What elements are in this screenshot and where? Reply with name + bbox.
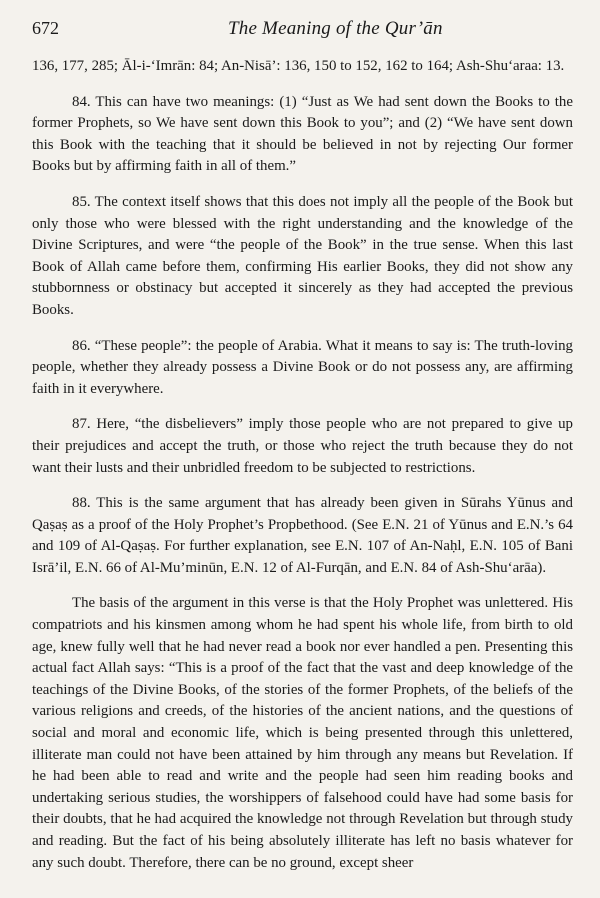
- endnote-84: 84. This can have two meanings: (1) “Just as We had sent down the Books to the former Prophets, so We have sent down this Book to you”; and (2) “We have sent down this Book with the teaching that it should be believed in not by rejecting Our former Books but by affirming faith in all of them.”: [32, 93, 573, 175]
- endnote-86: 86. “These people”: the people of Arabia. What it means to say is: The truth-loving people, whether they already possess a Divine Book or do not possess any, are affirming faith in it everywhere.: [32, 337, 573, 397]
- page-header: [28, 18, 572, 44]
- endnote-87: 87. Here, “the disbelievers” imply those people who are not prepared to give up their prejudices and accept the truth, or those who reject the truth because they do not want their lusts and their unbridled freedom to be subjected to restrictions.: [32, 416, 573, 476]
- paragraph-continuation: 136, 177, 285; Āl-i-‘Imrān: 84; An-Nisā’: 136, 150 to 152, 162 to 164; Ash-Shu‘araa: 13.: [32, 58, 565, 74]
- running-title: The Meaning of the Qur’ān: [228, 18, 443, 39]
- endnote-88-continued: The basis of the argument in this verse is that the Holy Prophet was unlettered. His compatriots and his kinsmen among whom he had spent his whole life, from birth to old age, knew fully well that he had never read a book nor ever handled a pen. Presenting this actual fact Allah says: “This is a proof of the fact that the vast and deep knowledge of the teachings of the Divine Books, of the stories of the former Prophets, of the beliefs of the various religions and creeds, of the histories of the ancient nations, and the questions of social and moral and economic life, which is being presented through this unlettered, illiterate man could not have been attained by him through any means but Revelation. If he had been able to read and write and the people had seen him reading books and undertaking serious studies, the worshippers of falsehood could have had some basis for their doubts, that he had acquired the knowledge not through Revelation but through study and reading. But the fact of his being absolutely illiterate has left no basis whatever for any such doubt. Therefore, there can be no ground, except sheer: [32, 595, 573, 871]
- endnote-88: 88. This is the same argument that has already been given in Sūrahs Yūnus and Qaṣaṣ as a proof of the Holy Prophet’s Propbethood. (See E.N. 21 of Yūnus and E.N.’s 64 and 109 of Al-Qaṣaṣ. For further explanation, see E.N. 107 of An-Naḥl, E.N. 105 of Bani Isrā’il, E.N. 66 of Al-Mu’minūn, E.N. 12 of Al-Furqān, and E.N. 84 of Ash-Shu‘arāa).: [32, 495, 573, 576]
- body-text: [32, 56, 573, 888]
- page-number: 672: [32, 18, 59, 38]
- endnote-85: 85. The context itself shows that this does not imply all the people of the Book but only those who were blessed with the right understanding and the knowledge of the Divine Scriptures, and were “the people of the Book” in the true sense. When this last Book of Allah came before them, confirming His earlier Books, they did not show any stubbornness or obstinacy but accepted it sincerely as they had accepted the previous Books.: [32, 193, 573, 318]
